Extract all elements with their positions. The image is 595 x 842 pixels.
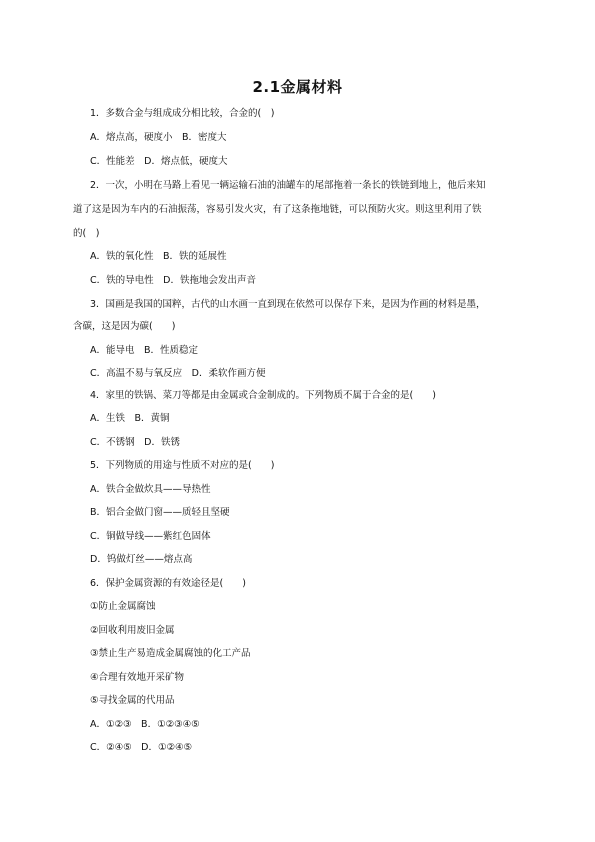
question-6-item-3: ③禁止生产易造成金属腐蚀的化工产品 — [90, 648, 251, 659]
question-6-options-cd: C．②④⑤ D．①②④⑤ — [90, 742, 193, 753]
question-5-option-d: D．钨做灯丝——熔点高 — [90, 554, 193, 565]
question-2: 2．一次，小明在马路上看见一辆运输石油的油罐车的尾部拖着一条长的铁链到地上，他后来知 — [90, 180, 486, 191]
question-5-option-b: B．铝合金做门窗——质轻且坚硬 — [90, 507, 230, 518]
question-4: 4．家里的铁锅、菜刀等都是由金属或合金制成的。下列物质不属于合金的是( ) — [90, 390, 436, 401]
question-6: 6．保护金属资源的有效途径是( ) — [90, 578, 246, 589]
question-3-options-ab: A．能导电 B．性质稳定 — [90, 345, 199, 356]
question-6-item-4: ④合理有效地开采矿物 — [90, 672, 185, 683]
question-6-item-1: ①防止金属腐蚀 — [90, 601, 156, 612]
question-2-options-cd: C．铁的导电性 D．铁拖地会发出声音 — [90, 275, 256, 286]
question-3: 3．国画是我国的国粹，古代的山水画一直到现在依然可以保存下来，是因为作画的材料是墨， — [90, 299, 486, 310]
question-1-options-ab: A．熔点高，硬度小 B．密度大 — [90, 132, 227, 143]
question-1-options-cd: C．性能差 D．熔点低，硬度大 — [90, 156, 228, 167]
question-6-item-2: ②回收利用废旧金属 — [90, 625, 175, 636]
question-6-item-5: ⑤寻找金属的代用品 — [90, 695, 175, 706]
question-3-continued: 含碳，这是因为碳( ) — [73, 321, 176, 332]
question-2-options-ab: A．铁的氧化性 B．铁的延展性 — [90, 251, 227, 262]
question-5: 5．下列物质的用途与性质不对应的是( ) — [90, 460, 275, 471]
question-5-option-a: A．铁合金做炊具——导热性 — [90, 484, 211, 495]
question-6-options-ab: A．①②③ B．①②③④⑤ — [90, 719, 200, 730]
question-5-option-c: C．铜做导线——紫红色固体 — [90, 531, 211, 542]
document-title: 2.1金属材料 — [252, 78, 343, 96]
question-2-continued-1: 道了这是因为车内的石油振荡，容易引发火灾，有了这条拖地链，可以预防火灾。则这里利用了铁 — [73, 204, 482, 215]
question-3-options-cd: C．高温不易与氧反应 D．柔软作画方便 — [90, 368, 266, 379]
question-2-continued-2: 的( ) — [73, 228, 100, 239]
question-4-options-cd: C．不锈钢 D．铁锈 — [90, 437, 180, 448]
question-1: 1．多数合金与组成成分相比较，合金的( ) — [90, 108, 275, 119]
question-4-options-ab: A．生铁 B．黄铜 — [90, 413, 170, 424]
